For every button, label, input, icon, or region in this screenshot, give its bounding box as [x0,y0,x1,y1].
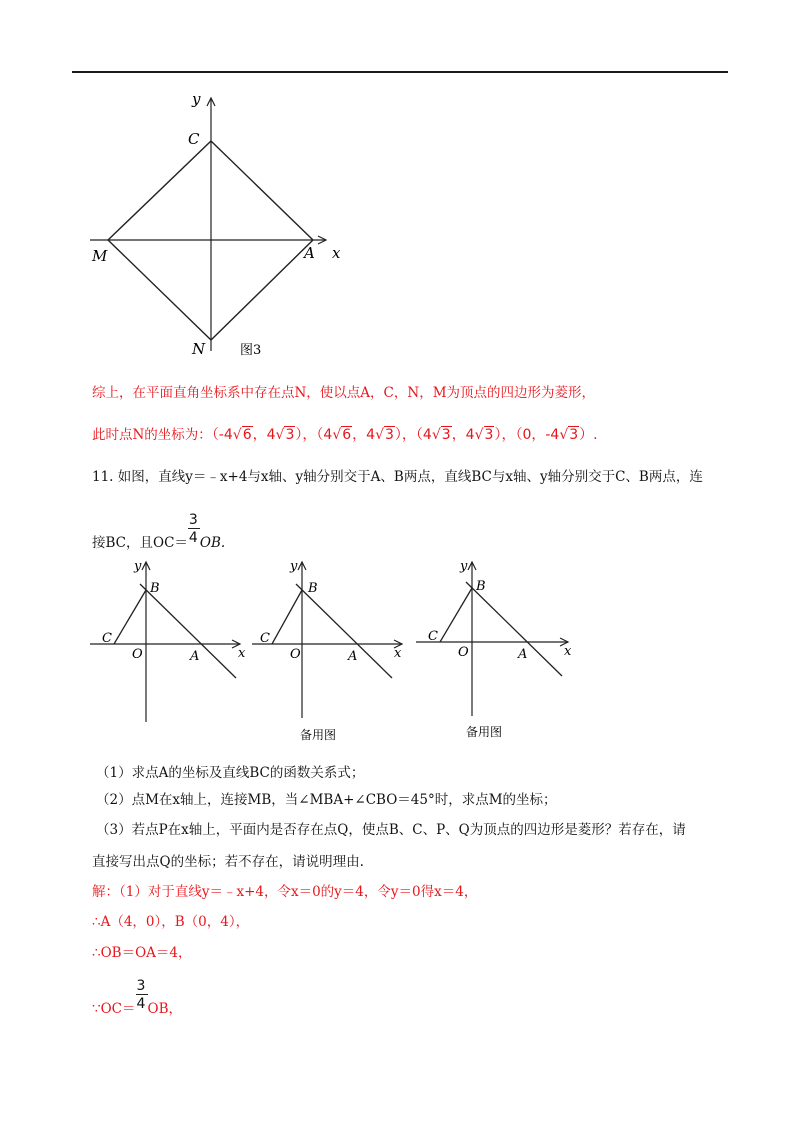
question-1: （1）求点A的坐标及直线BC的函数关系式； [96,765,365,781]
graph2-point-c: C [260,631,270,646]
problem-text-2b: OB. [199,535,226,551]
problem-11-line-1 [92,468,703,486]
fig3-x-label: x [332,244,341,262]
header-rule [72,71,728,73]
graph-backup-1 [250,556,410,746]
graph-backup-2 [414,556,574,746]
fig3-point-n: N [192,340,206,358]
graph3-origin: O [458,645,469,660]
graph3-point-b: B [476,579,486,594]
fig3-caption: 图3 [240,343,262,358]
graph3-point-c: C [428,629,438,644]
graph2-caption: 备用图 [300,728,337,742]
graph-main [88,556,248,726]
graph3-caption: 备用图 [466,725,503,739]
fig3-point-c: C [188,130,200,148]
solution-fraction-3-4: $\frac{3}{4}$ [136,995,148,1013]
solution-line-1: 解：（1）对于直线y＝﹣x+4，令x＝0的y＝4，令y＝0得x＝4， [92,884,478,900]
graph1-point-c: C [102,631,112,646]
problem-text-2a: 接BC，且OC＝ [92,535,188,551]
graph3-x-label: x [564,644,572,659]
coord-4: （0，-4√3）. [515,427,598,443]
solution-line-2: ∴A（4，0），B（0，4）， [92,914,250,930]
fig3-point-a: A [304,244,315,262]
graph1-point-b: B [150,581,160,596]
graph2-y-label: y [290,559,298,574]
solution-text-4a: ∵OC＝ [92,1001,136,1017]
conclusion-line-1: 综上，在平面直角坐标系中存在点N，使以点A，C，N，M为顶点的四边形为菱形， [92,385,596,401]
fraction-3-4: $\frac{3}{4}$ [188,529,200,547]
solution-line-4 [92,978,182,1018]
figure-3-diagram [80,86,350,366]
conclusion-line-2 [92,426,598,444]
graph3-y-label: y [460,559,468,574]
fig3-point-m: M [92,247,108,265]
problem-11-line-2 [92,512,226,552]
problem-number: 11. [92,469,114,485]
graph3-point-a: A [518,647,528,662]
graph1-x-label: x [238,646,246,661]
graph1-point-a: A [190,649,200,664]
coord-2: （4√6，4√3）， [316,427,416,443]
fig3-y-label: y [192,90,201,108]
graph2-point-b: B [308,581,318,596]
graph2-x-label: x [394,646,402,661]
question-2: （2）点M在x轴上，连接MB，当∠MBA+∠CBO＝45°时，求点M的坐标； [96,792,557,808]
graph1-origin: O [132,647,143,662]
conclusion-prefix: 此时点N的坐标为： [92,427,212,443]
problem-text-1: 如图，直线y＝﹣x+4与x轴、y轴分别交于A、B两点，直线BC与x轴、y轴分别交于C、B两点，连 [117,469,703,485]
graph2-origin: O [290,647,301,662]
question-3-line-1: （3）若点P在x轴上，平面内是否存在点Q，使点B、C、P、Q为顶点的四边形是菱形？若存在，请 [96,822,686,838]
solution-text-4b: OB， [147,1001,182,1017]
graph1-y-label: y [134,559,142,574]
solution-line-3: ∴OB＝OA＝4， [92,945,192,961]
question-3-line-2: 直接写出点Q的坐标；若不存在，请说明理由. [92,854,364,870]
coord-3: （4√3，4√3）， [415,427,516,443]
graph2-point-a: A [348,649,358,664]
coord-1: （-4√6，4√3）， [211,427,317,443]
